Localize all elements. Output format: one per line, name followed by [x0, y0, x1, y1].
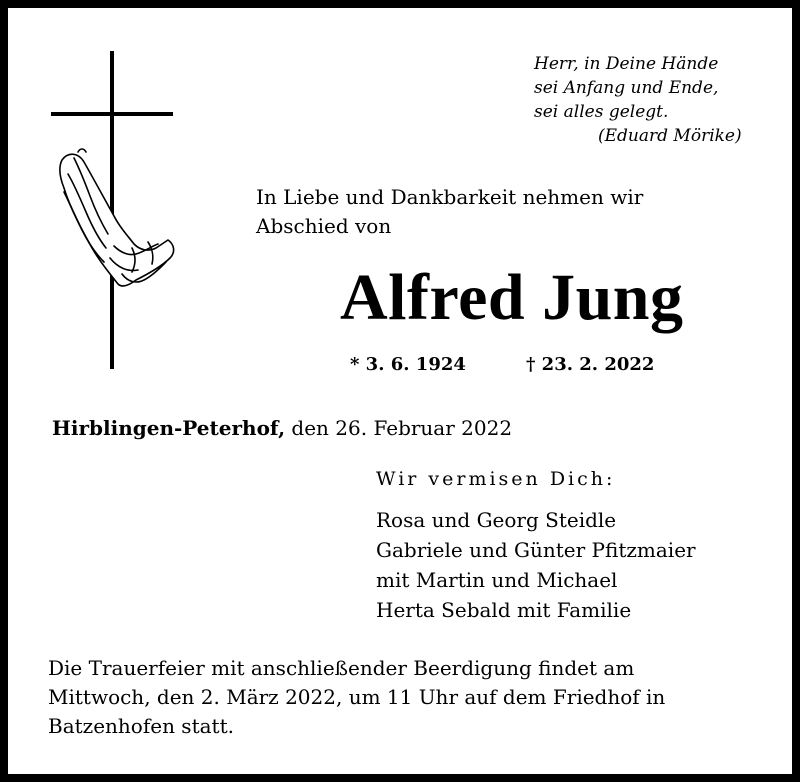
- death-date: † 23. 2. 2022: [526, 354, 655, 375]
- quote-line: sei alles gelegt.: [534, 102, 669, 122]
- ceremony-info: [48, 654, 665, 741]
- place-and-date: [52, 414, 512, 442]
- place: Hirblingen-Peterhof,: [52, 416, 286, 440]
- missing-you-heading: Wir vermisen Dich:: [376, 468, 616, 490]
- ceremony-line: Batzenhofen statt.: [48, 714, 234, 738]
- cross-icon: [48, 48, 178, 373]
- quote: [534, 52, 742, 148]
- deceased-name: Alfred Jung: [340, 261, 684, 334]
- family-member: mit Martin und Michael: [376, 568, 618, 592]
- family-member: Herta Sebald mit Familie: [376, 598, 632, 622]
- intro-text: [256, 183, 643, 241]
- intro-line: In Liebe und Dankbarkeit nehmen wir: [256, 185, 644, 209]
- intro-line: Abschied von: [256, 214, 392, 238]
- ceremony-line: Mittwoch, den 2. März 2022, um 11 Uhr auf dem Friedhof in: [48, 685, 666, 709]
- praying-hands-icon: [60, 149, 174, 286]
- family-member: Rosa und Georg Steidle: [376, 508, 617, 532]
- date-text: den 26. Februar 2022: [285, 416, 513, 440]
- ceremony-line: Die Trauerfeier mit anschließender Beerdigung findet am: [48, 656, 635, 680]
- family-list: [376, 505, 696, 625]
- birth-date: * 3. 6. 1924: [350, 354, 466, 375]
- quote-line: sei Anfang und Ende,: [534, 78, 719, 98]
- quote-line: Herr, in Deine Hände: [534, 54, 719, 74]
- quote-author: (Eduard Mörike): [598, 126, 742, 146]
- family-member: Gabriele und Günter Pfitzmaier: [376, 538, 696, 562]
